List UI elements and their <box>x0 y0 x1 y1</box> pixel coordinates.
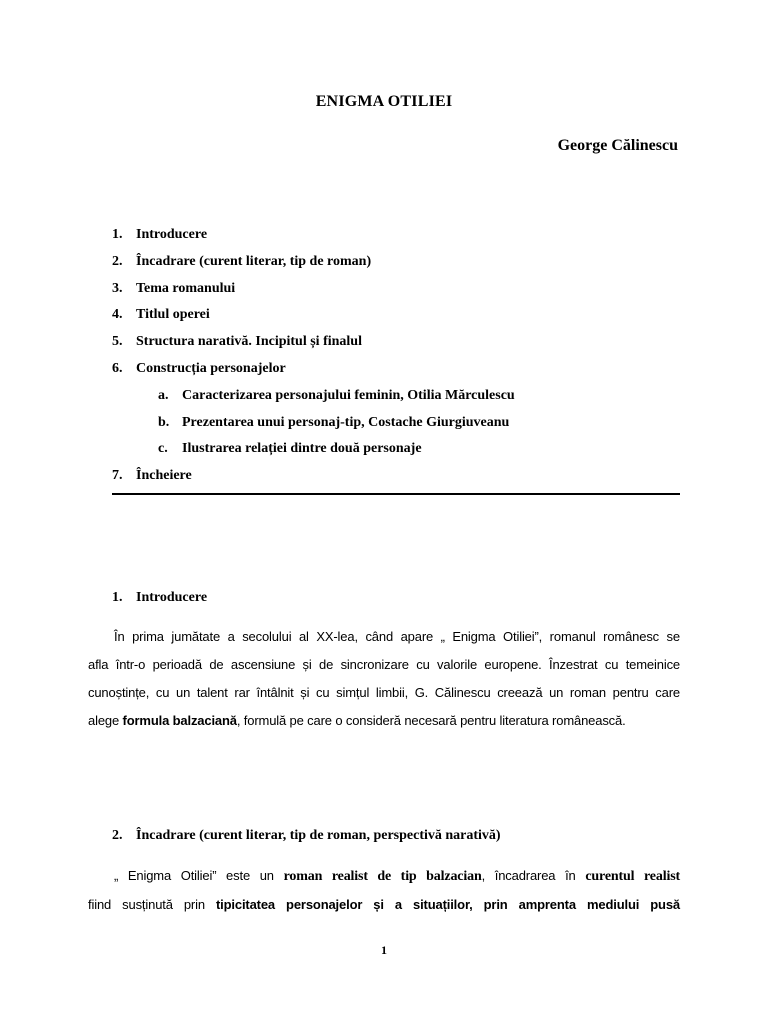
toc-subitem <box>112 415 515 442</box>
paragraph-line <box>88 891 680 919</box>
document-title: ENIGMA OTILIEI <box>315 93 453 110</box>
bold-term: curentul realist <box>585 869 681 884</box>
bold-term: roman realist de tip balzacian <box>283 869 482 884</box>
paragraph-line <box>88 707 680 735</box>
section-1-paragraph <box>88 623 680 735</box>
toc-number: c. <box>158 441 168 457</box>
toc-number: 3. <box>112 280 123 296</box>
toc-label: Ilustrarea relației dintre două personaje <box>182 441 422 457</box>
section-1-heading <box>112 590 207 606</box>
toc-label: Construcția personajelor <box>136 360 286 376</box>
section-number: 1. <box>112 590 123 605</box>
toc-number: 7. <box>112 468 123 484</box>
text-run: fiind susținută prin <box>88 897 216 912</box>
toc-label: Introducere <box>136 227 208 242</box>
text-run: alege <box>88 713 123 728</box>
toc-number: 5. <box>112 334 123 350</box>
toc-label: Încadrare (curent literar, tip de roman) <box>136 253 372 269</box>
paragraph-line <box>88 862 680 891</box>
toc-item <box>112 307 515 334</box>
toc-label: Caracterizarea personajului feminin, Otilia Mărculescu <box>182 387 515 403</box>
section-2-paragraph <box>88 862 680 919</box>
toc-label: Titlul operei <box>136 307 210 323</box>
toc-number: a. <box>158 387 169 403</box>
toc-item <box>112 254 515 281</box>
table-of-contents <box>112 227 515 495</box>
section-number: 2. <box>112 828 123 843</box>
toc-label: Prezentarea unui personaj-tip, Costache Giurgiuveanu <box>182 414 510 430</box>
toc-item <box>112 227 515 254</box>
text-run: , încadrarea în <box>481 868 586 883</box>
text-run: „ Enigma Otiliei” este un <box>114 868 284 883</box>
toc-item <box>112 361 515 388</box>
document-author: George Călinescu <box>557 137 678 154</box>
toc-number: 1. <box>112 227 123 242</box>
toc-number: 2. <box>112 253 123 269</box>
paragraph-line: cunoștințe, cu un talent rar întâlnit și cu simțul limbii, G. Călinescu creează un roman pentru care <box>88 685 680 700</box>
bold-term: formula balzaciană <box>122 713 237 728</box>
toc-item <box>112 281 515 308</box>
toc-label: Tema romanului <box>136 280 236 296</box>
page-number: 1 <box>381 943 387 957</box>
toc-item <box>112 468 515 495</box>
text-run: , formulă pe care o consideră necesară pentru literatura românească. <box>236 713 626 728</box>
toc-subitem <box>112 388 515 415</box>
toc-number: b. <box>158 414 170 430</box>
bold-term: tipicitatea personajelor și a situațiilor, prin amprenta mediului pusă <box>215 897 680 912</box>
section-title: Introducere <box>136 590 208 605</box>
section-divider <box>112 493 680 495</box>
section-2-heading <box>112 828 501 844</box>
paragraph-line: afla într-o perioadă de ascensiune și de sincronizare cu valorile europene. Înzestrat cu temeinice <box>88 657 680 672</box>
toc-number: 4. <box>112 307 123 323</box>
paragraph-line: În prima jumătate a secolului al XX-lea, când apare „ Enigma Otiliei”, romanul românesc se <box>114 629 680 644</box>
toc-label: Încheiere <box>136 468 192 484</box>
toc-label: Structura narativă. Incipitul și finalul <box>136 334 362 350</box>
toc-number: 6. <box>112 360 123 376</box>
section-title: Încadrare (curent literar, tip de roman, perspectivă narativă) <box>136 828 501 843</box>
toc-item <box>112 334 515 361</box>
toc-subitem <box>112 441 515 468</box>
